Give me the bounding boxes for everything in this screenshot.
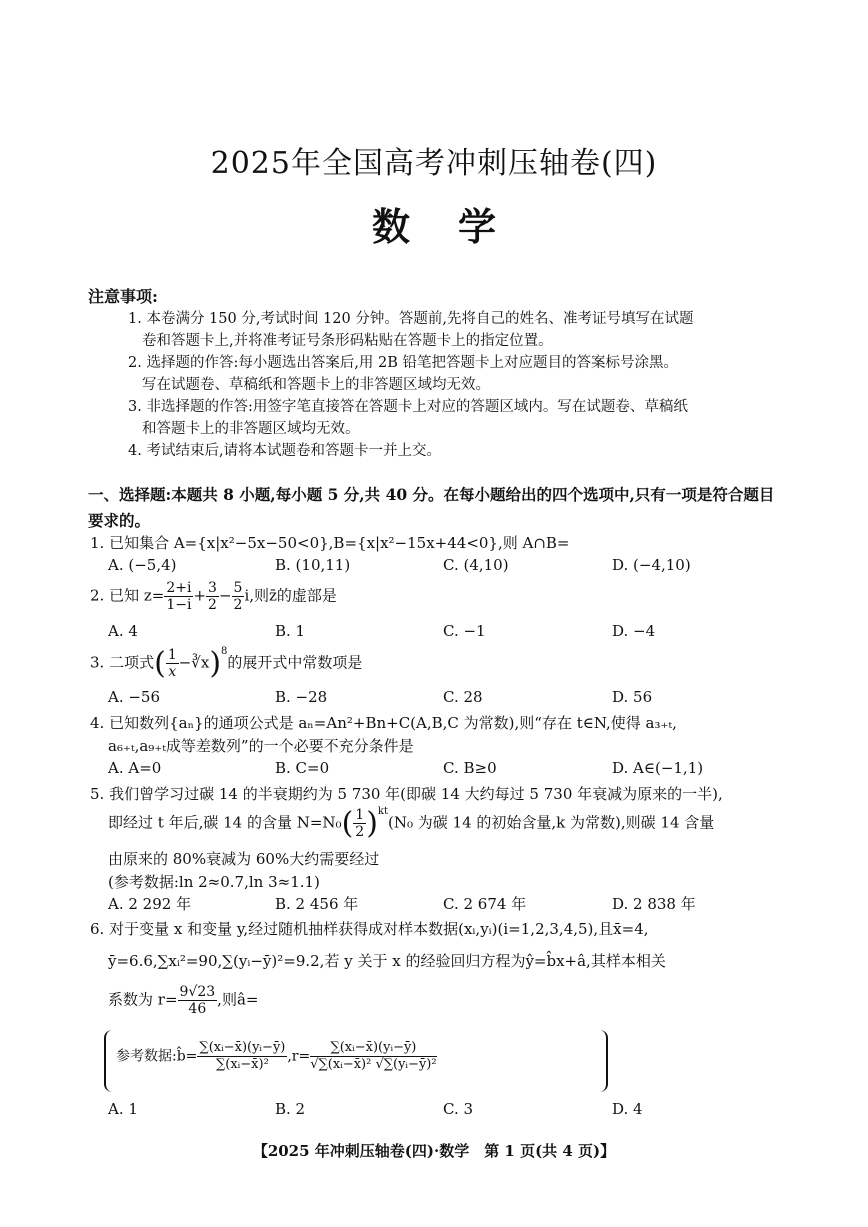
q5-option-b: B. 2 456 年 <box>275 895 359 913</box>
q3-inner: −∛x <box>178 653 210 672</box>
q3-suffix: 的展开式中常数项是 <box>227 653 363 672</box>
q3-f-den: x <box>168 664 177 680</box>
q6-ref-label: 参考数据:b̂= <box>116 1048 198 1065</box>
q5-f-num: 1 <box>355 807 365 823</box>
q6-line3-prefix: 系数为 r= <box>108 990 178 1009</box>
q3-f-num: 1 <box>167 647 177 663</box>
question-5-line2 <box>108 806 714 841</box>
q3-option-c: C. 28 <box>443 688 483 706</box>
q5-option-a: A. 2 292 年 <box>108 895 192 913</box>
q3-paren-close: ) <box>209 646 222 681</box>
q2-f3-den: 2 <box>233 597 243 613</box>
q2-prefix: 2. 已知 z= <box>90 586 165 605</box>
question-6-line1: 6. 对于变量 x 和变量 y,经过随机抽样获得成对样本数据(xᵢ,yᵢ)(i=1,2,3,4,5),且x̄=4, <box>90 920 649 938</box>
subject-title: 数学 <box>371 204 544 249</box>
question-3-stem <box>90 646 362 681</box>
q3-option-b: B. −28 <box>275 688 328 706</box>
q6-rformula-fraction <box>310 1040 436 1073</box>
notice-item-4 <box>128 440 788 462</box>
question-6-line3 <box>108 984 258 1017</box>
q5-fraction <box>353 807 366 840</box>
q6-b-fraction <box>197 1040 287 1073</box>
q4-option-c: C. B≥0 <box>443 759 497 777</box>
q6-r-fraction <box>178 984 218 1017</box>
q6-rformula-num: ∑(xᵢ−x̄)(yᵢ−ȳ) <box>310 1040 436 1057</box>
q1-option-c: C. (4,10) <box>443 556 509 574</box>
q6-option-b: B. 2 <box>275 1100 306 1118</box>
notice-item-2-line1: 2. 选择题的作答:每小题选出答案后,用 2B 铅笔把答题卡上对应题目的答案标号涂黑。 <box>128 355 679 371</box>
q5-paren-close: ) <box>366 806 378 841</box>
q3-paren-open: ( <box>154 646 166 681</box>
q2-fraction-3 <box>232 580 245 613</box>
q3-prefix: 3. 二项式 <box>90 653 155 672</box>
q6-option-d: D. 4 <box>612 1100 643 1118</box>
q2-option-a: A. 4 <box>108 622 138 640</box>
question-5-line1: 5. 我们曾学习过碳 14 的半衰期约为 5 730 年(即碳 14 大约每过 5 730 年衰减为原来的一半), <box>90 785 723 803</box>
q3-exponent: 8 <box>221 645 228 657</box>
question-2-stem <box>90 580 337 613</box>
notice-item-1-line1: 1. 本卷满分 150 分,考试时间 120 分钟。答题前,先将自己的姓名、准考证号填写在试题 <box>128 311 694 327</box>
q2-f1-num: 2+i <box>166 580 192 596</box>
q3-fraction <box>166 647 179 680</box>
q2-minus: − <box>218 586 232 605</box>
q6-option-c: C. 3 <box>443 1100 474 1118</box>
q1-option-b: B. (10,11) <box>275 556 351 574</box>
q6-r-num: 9√23 <box>179 984 216 1000</box>
q2-fraction-2 <box>206 580 219 613</box>
question-5-line3: 由原来的 80%衰减为 60%大约需要经过 <box>108 850 380 868</box>
q2-option-c: C. −1 <box>443 622 486 640</box>
q5-exponent: kt <box>377 805 388 817</box>
q2-f3-num: 5 <box>233 580 243 596</box>
notice-item-2-line2: 写在试题卷、草稿纸和答题卡上的非答题区域均无效。 <box>142 377 490 393</box>
question-4-line2: a₆₊ₜ,a₉₊ₜ成等差数列”的一个必要不充分条件是 <box>108 737 414 755</box>
q4-option-a: A. A=0 <box>108 759 162 777</box>
page-footer: 【2025 年冲刺压轴卷(四)·数学 第 1 页(共 4 页)】 <box>252 1142 616 1160</box>
q3-option-a: A. −56 <box>108 688 161 706</box>
notice-item-4-line1: 4. 考试结束后,请将本试题卷和答题卡一并上交。 <box>128 443 442 459</box>
q5-line2-prefix: 即经过 t 年后,碳 14 的含量 N=N₀ <box>108 813 342 832</box>
q2-fraction-1 <box>164 580 193 613</box>
q5-option-d: D. 2 838 年 <box>612 895 696 913</box>
q1-option-d: D. (−4,10) <box>612 556 691 574</box>
q5-f-den: 2 <box>355 824 365 840</box>
q3-option-d: D. 56 <box>612 688 653 706</box>
q2-suffix: i,则z̄的虚部是 <box>244 586 337 605</box>
notice-item-3-line2: 和答题卡上的非答题区域均无效。 <box>142 421 360 437</box>
q2-f2-den: 2 <box>208 597 217 613</box>
q2-f1-den: 1−i <box>166 597 192 613</box>
q4-option-d: D. A∈(−1,1) <box>612 759 704 777</box>
section-heading: 一、选择题:本题共 8 小题,每小题 5 分,共 40 分。在每小题给出的四个选项中,只有一项是符合题目要求的。 <box>88 485 775 530</box>
q6-option-a: A. 1 <box>108 1100 138 1118</box>
q2-option-d: D. −4 <box>612 622 656 640</box>
q5-line2-suffix: (N₀ 为碳 14 的初始含量,k 为常数),则碳 14 含量 <box>388 813 715 832</box>
notice-item-3 <box>128 396 788 440</box>
q6-line3-suffix: ,则â= <box>217 990 259 1009</box>
q6-b-num: ∑(xᵢ−x̄)(yᵢ−ȳ) <box>199 1040 286 1055</box>
q5-paren-open: ( <box>341 806 354 841</box>
q2-plus: + <box>193 586 207 605</box>
notice-heading: 注意事项: <box>88 287 158 306</box>
notice-item-2 <box>128 352 788 396</box>
q6-b-den: ∑(xᵢ−x̄)² <box>215 1057 269 1072</box>
q2-option-b: B. 1 <box>275 622 306 640</box>
question-1-stem: 1. 已知集合 A={x|x²−5x−50<0},B={x|x²−15x+44<0},则 A∩B= <box>90 534 570 552</box>
q5-option-c: C. 2 674 年 <box>443 895 527 913</box>
q1-option-a: A. (−5,4) <box>108 556 177 574</box>
q2-f2-num: 3 <box>208 580 217 596</box>
exam-title: 2025年全国高考冲刺压轴卷(四) <box>210 146 658 181</box>
notice-item-1-line2: 卷和答题卡上,并将准考证号条形码粘贴在答题卡上的指定位置。 <box>142 333 553 349</box>
q6-r-den: 46 <box>188 1001 207 1017</box>
question-5-line4: (参考数据:ln 2≈0.7,ln 3≈1.1) <box>108 873 320 891</box>
q6-reference-formulas <box>116 1040 437 1073</box>
notice-item-3-line1: 3. 非选择题的作答:用签字笔直接答在答题卡上对应的答题区域内。写在试题卷、草稿纸 <box>128 399 688 415</box>
notice-item-1 <box>128 308 788 352</box>
question-4-line1: 4. 已知数列{aₙ}的通项公式是 aₙ=An²+Bn+C(A,B,C 为常数),则“存在 t∈N,使得 a₃₊ₜ, <box>90 714 677 732</box>
q6-rformula-den: √∑(xᵢ−x̄)² √∑(yᵢ−ȳ)² <box>310 1057 437 1072</box>
question-6-line2: ȳ=6.6,∑xᵢ²=90,∑(yᵢ−ȳ)²=9.2,若 y 关于 x 的经验回归方程为ŷ=b̂x+â,其样本相关 <box>108 952 666 970</box>
q6-r-label: ,r= <box>287 1048 311 1065</box>
q4-option-b: B. C=0 <box>275 759 330 777</box>
